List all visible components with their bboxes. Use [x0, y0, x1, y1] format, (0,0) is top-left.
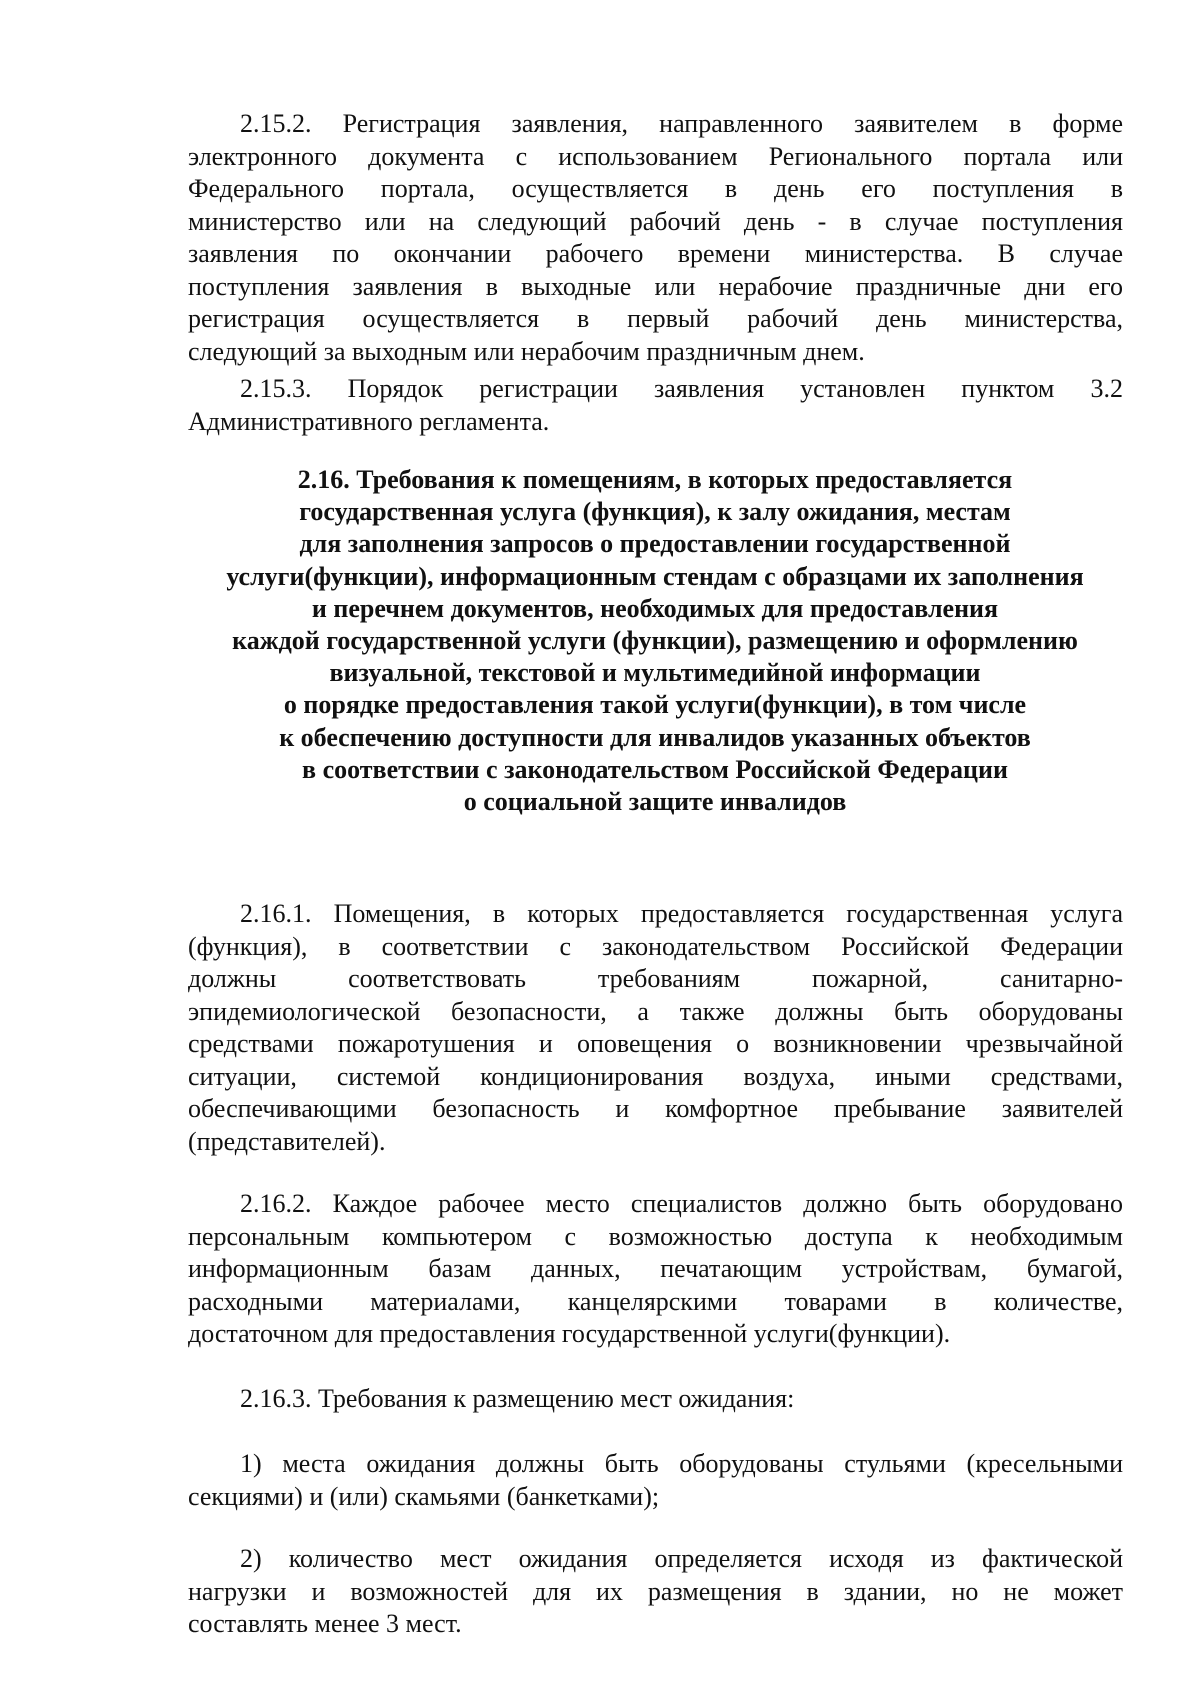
text-line: (представителей).: [188, 1126, 386, 1156]
heading-line: и перечнем документов, необходимых для предоставления: [311, 593, 999, 623]
text-line: 2.16.3. Требования к размещению мест ожидания:: [240, 1384, 795, 1413]
text-line: 2.16.2. Каждое рабочее место специалистов должно быть оборудовано: [240, 1189, 1123, 1218]
text-line: средствами пожаротушения и оповещения о возникновении чрезвычайной: [188, 1029, 1123, 1058]
text-line: электронного документа с использованием Регионального портала или: [188, 141, 1123, 171]
text-line: составлять менее 3 мест.: [188, 1609, 462, 1638]
heading-line: о порядке предоставления такой услуги(функции), в том числе: [283, 690, 1027, 720]
list-item-2: [188, 1543, 1123, 1641]
text-line: заявления по окончании рабочего времени министерства. В случае: [188, 239, 1123, 268]
text-line: поступления заявления в выходные или нерабочие праздничные дни его: [188, 271, 1123, 301]
text-line: регистрация осуществляется в первый рабочий день министерства,: [188, 304, 1123, 333]
text-line: эпидемиологической безопасности, а также должны быть оборудованы: [188, 996, 1123, 1026]
paragraph-2-16-2: [188, 1188, 1123, 1351]
paragraph-2-15-3: [188, 373, 1123, 438]
paragraph-2-16-3: [188, 1383, 1123, 1416]
text-line: 2.15.3. Порядок регистрации заявления установлен пунктом 3.2: [240, 374, 1123, 403]
text-line: достаточном для предоставления государственной услуги(функции).: [188, 1319, 951, 1348]
text-line: министерство или на следующий рабочий день - в случае поступления: [188, 206, 1123, 236]
text-line: Административного регламента.: [188, 406, 550, 436]
section-heading-2-16: [170, 464, 1140, 818]
text-line: нагрузки и возможностей для их размещения в здании, но не может: [188, 1576, 1123, 1606]
text-line: Федерального портала, осуществляется в день его поступления в: [188, 174, 1123, 203]
text-line: секциями) и (или) скамьями (банкетками);: [188, 1481, 660, 1511]
heading-line: каждой государственной услуги (функции), размещению и оформлению: [232, 626, 1078, 656]
heading-line: услуги(функции), информационным стендам с образцами их заполнения: [226, 561, 1084, 591]
paragraph-2-16-1: [188, 898, 1123, 1158]
text-line: должны соответствовать требованиям пожарной, санитарно-: [188, 964, 1123, 993]
list-item-1: [188, 1448, 1123, 1513]
text-line: обеспечивающими безопасность и комфортное пребывание заявителей: [188, 1094, 1123, 1123]
heading-line: для заполнения запросов о предоставлении государственной: [299, 529, 1011, 559]
text-line: (функция), в соответствии с законодательством Российской Федерации: [188, 931, 1123, 961]
heading-line: о социальной защите инвалидов: [463, 787, 847, 817]
text-line: 2) количество мест ожидания определяется исходя из фактической: [240, 1544, 1123, 1573]
heading-line: государственная услуга (функция), к залу ожидания, местам: [299, 497, 1011, 527]
text-line: ситуации, системой кондиционирования воздуха, иными средствами,: [188, 1061, 1123, 1091]
text-line: 2.16.1. Помещения, в которых предоставляется государственная услуга: [240, 899, 1123, 928]
paragraph-2-15-2: [188, 108, 1123, 368]
heading-line: к обеспечению доступности для инвалидов указанных объектов: [279, 722, 1031, 752]
text-line: следующий за выходным или нерабочим праздничным днем.: [188, 336, 865, 366]
text-line: информационным базам данных, печатающим устройствам, бумагой,: [188, 1254, 1123, 1283]
text-line: 2.15.2. Регистрация заявления, направленного заявителем в форме: [240, 109, 1123, 138]
heading-line: визуальной, текстовой и мультимедийной информации: [329, 658, 981, 688]
text-line: расходными материалами, канцелярскими товарами в количестве,: [188, 1286, 1123, 1316]
text-line: 1) места ожидания должны быть оборудованы стульями (кресельными: [240, 1449, 1123, 1478]
heading-line: 2.16. Требования к помещениям, в которых предоставляется: [297, 465, 1013, 494]
heading-line: в соответствии с законодательством Российской Федерации: [302, 754, 1008, 784]
text-line: персональным компьютером с возможностью доступа к необходимым: [188, 1221, 1123, 1251]
